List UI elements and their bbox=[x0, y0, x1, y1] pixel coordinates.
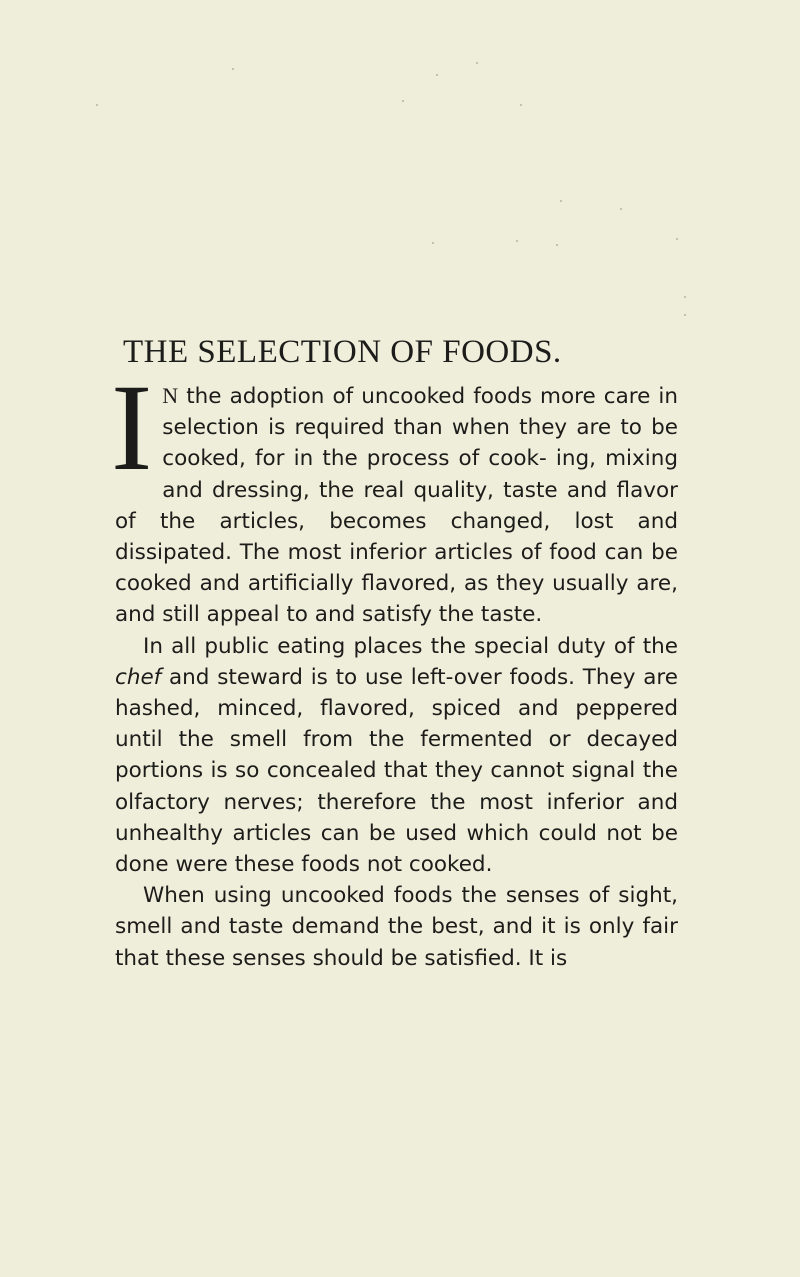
paragraph-2 bbox=[115, 631, 678, 881]
page-title: THE SELECTION OF FOODS. bbox=[123, 334, 562, 370]
paragraph-1-text: the adoption of uncooked foods more care in selection is required than when they are to be cooked, for in the process of cook- ing, mixing and dressing, the real quality, taste and flavor of the articles, becomes changed, lost and dissipated. The most inferior articles of food can be cooked and artificially flavored, as they usually are, and still appeal to and satisfy the taste. bbox=[115, 384, 678, 628]
paragraph-3 bbox=[115, 880, 678, 974]
first-word: N bbox=[162, 383, 179, 408]
drop-cap: I bbox=[111, 359, 153, 496]
paragraph-2-text-after: and steward is to use left-over foods. They are hashed, minced, flavored, spiced and peppered until the smell from the fermented or decayed portions is so concealed that they cannot signal the olfactory nerves; therefore the most inferior and unhealthy articles can be used which could not be done were these foods not cooked. bbox=[115, 664, 678, 878]
paragraph-1 bbox=[111, 359, 678, 631]
paragraph-2-text-before: In all public eating places the special duty of the bbox=[143, 633, 678, 659]
body-text bbox=[111, 359, 678, 974]
emphasis-chef: chef bbox=[115, 664, 162, 690]
paragraph-3-text: When using uncooked foods the senses of sight, smell and taste demand the best, and it is only fair that these senses should be satisfied. It is bbox=[115, 883, 678, 971]
